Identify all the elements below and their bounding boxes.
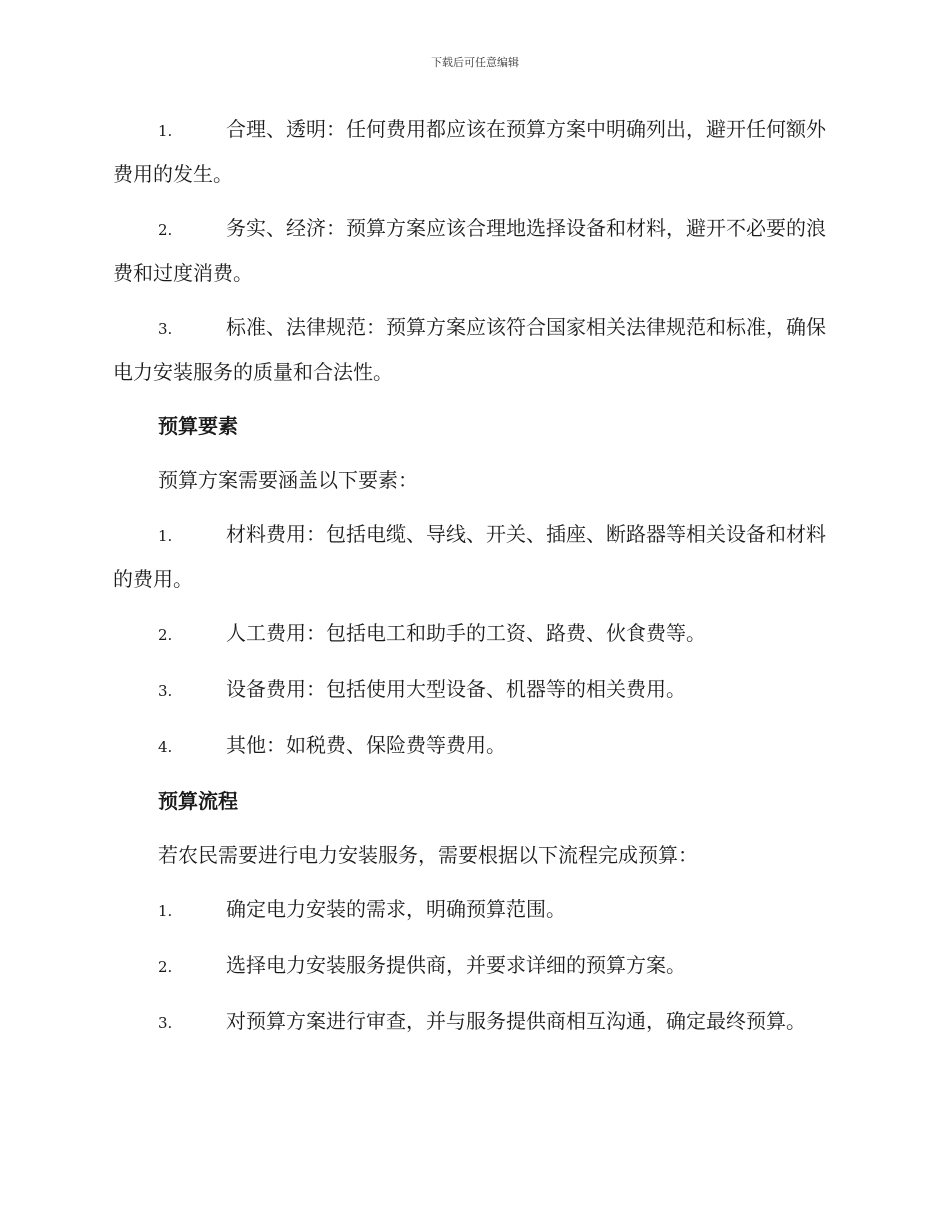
list-text: 务实、经济：预算方案应该合理地选择设备和材料，避开不必要的浪费和过度消费。 — [113, 216, 826, 285]
list-item — [113, 207, 837, 295]
section-heading-budget-elements: 预算要素 — [158, 414, 238, 438]
page-header: 下载后可任意编辑 — [431, 56, 519, 69]
list-text: 材料费用：包括电缆、导线、开关、插座、断路器等相关设备和材料的费用。 — [113, 522, 826, 591]
list-number: 3. — [158, 320, 173, 338]
list-item — [113, 513, 837, 601]
list-item — [113, 612, 837, 657]
list-item — [113, 306, 837, 394]
budget-elements-list — [113, 513, 837, 769]
list-text: 其他：如税费、保险费等费用。 — [226, 733, 506, 757]
list-number: 2. — [158, 221, 173, 239]
list-text: 设备费用：包括使用大型设备、机器等的相关费用。 — [226, 677, 686, 701]
list-number: 1. — [158, 122, 173, 140]
list-number: 4. — [158, 738, 173, 756]
section-intro: 若农民需要进行电力安装服务，需要根据以下流程完成预算： — [158, 843, 698, 867]
document-body — [113, 108, 837, 1056]
list-item — [113, 108, 837, 196]
budget-process-list — [113, 888, 837, 1045]
principles-list — [113, 108, 837, 394]
list-text: 人工费用：包括电工和助手的工资、路费、伙食费等。 — [226, 621, 706, 645]
section-heading-budget-process: 预算流程 — [158, 789, 238, 813]
list-text: 选择电力安装服务提供商，并要求详细的预算方案。 — [226, 953, 686, 977]
list-number: 2. — [158, 626, 173, 644]
section-intro: 预算方案需要涵盖以下要素： — [158, 468, 418, 492]
list-number: 2. — [158, 958, 173, 976]
list-item — [113, 888, 837, 933]
list-item — [113, 944, 837, 989]
list-item — [113, 668, 837, 713]
list-item — [113, 1000, 837, 1045]
list-item — [113, 724, 837, 769]
list-text: 对预算方案进行审查，并与服务提供商相互沟通，确定最终预算。 — [226, 1009, 806, 1033]
list-number: 3. — [158, 1014, 173, 1032]
list-number: 1. — [158, 902, 173, 920]
list-text: 确定电力安装的需求，明确预算范围。 — [226, 897, 566, 921]
list-text: 标准、法律规范：预算方案应该符合国家相关法律规范和标准，确保电力安装服务的质量和合法性。 — [113, 315, 826, 384]
list-text: 合理、透明：任何费用都应该在预算方案中明确列出，避开任何额外费用的发生。 — [113, 117, 826, 186]
list-number: 1. — [158, 527, 173, 545]
list-number: 3. — [158, 682, 173, 700]
